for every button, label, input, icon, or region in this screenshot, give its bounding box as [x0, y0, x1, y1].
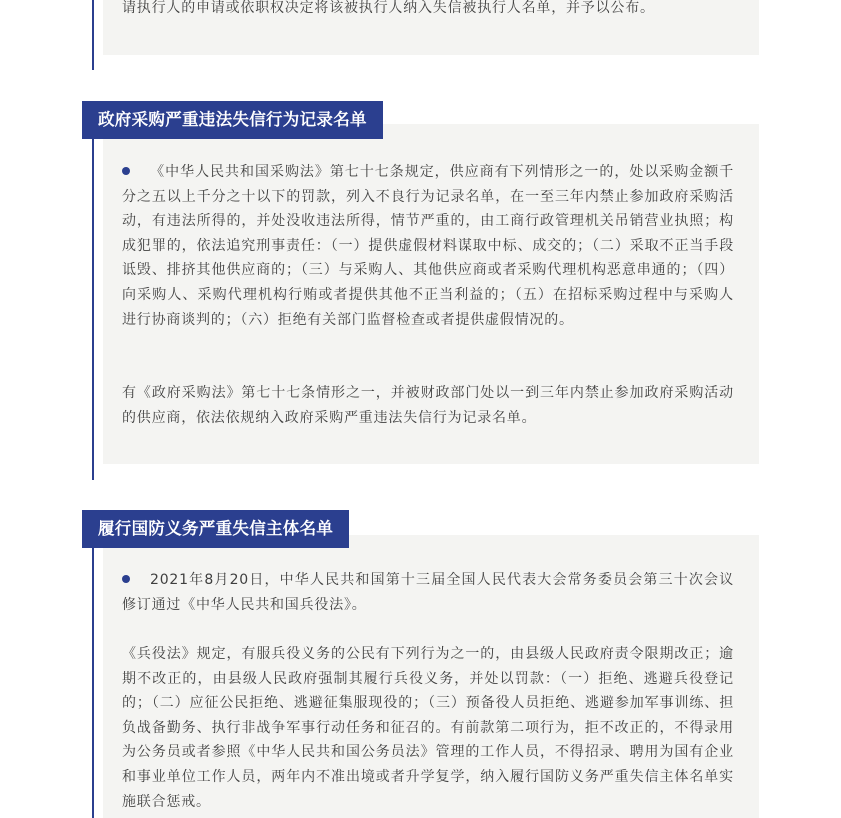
procurement-paragraph-1-text: 《中华人民共和国采购法》第七十七条规定，供应商有下列情形之一的，处以采购金额千分之五以上千分之十以下的罚款，列入不良行为记录名单，在一至三年内禁止参加政府采购活动，有违法所得的，并处没收违法所得，情节严重的，由工商行政管理机关吊销营业执照；构成犯罪的，依法追究刑事责任：（一）提供虚假材料谋取中标、成交的；（二）采取不正当手段诋毁、排挤其他供应商的；（三）与采购人、其他供应商或者采购代理机构恶意串通的；（四）向采购人、采购代理机构行贿或者提供其他不正当利益的；（五）在招标采购过程中与采购人进行协商谈判的；（六）拒绝有关部门监督检查或者提供虚假情况的。	[122, 164, 734, 328]
bullet-icon	[122, 575, 130, 583]
procurement-paragraph-2: 有《政府采购法》第七十七条情形之一，并被财政部门处以一到三年内禁止参加政府采购活动的供应商，依法依规纳入政府采购严重违法失信行为记录名单。	[122, 385, 734, 426]
military-paragraph-1	[122, 568, 734, 617]
top-block-text: 请执行人的申请或依职权决定将该被执行人纳入失信被执行人名单，并予以公布。	[122, 0, 655, 16]
bullet-icon	[122, 167, 130, 175]
procurement-accent-rule	[92, 138, 94, 480]
procurement-section-title: 政府采购严重违法失信行为记录名单	[82, 101, 383, 139]
military-section-title: 履行国防义务严重失信主体名单	[82, 510, 349, 548]
military-accent-rule	[92, 548, 94, 818]
military-paragraph-2: 《兵役法》规定，有服兵役义务的公民有下列行为之一的，由县级人民政府责令限期改正；逾期不改正的，由县级人民政府强制其履行兵役义务，并处以罚款：（一）拒绝、逃避兵役登记的；（二）应征公民拒绝、逃避征集服现役的；（三）预备役人员拒绝、逃避参加军事训练、担负战备勤务、执行非战争军事行动任务和征召的。有前款第二项行为，拒不改正的，不得录用为公务员或者参照《中华人民共和国公务员法》管理的工作人员，不得招录、聘用为国有企业和事业单位工作人员，两年内不准出境或者升学复学，纳入履行国防义务严重失信主体名单实施联合惩戒。	[122, 646, 734, 810]
top-accent-rule	[92, 0, 94, 70]
military-paragraph-1-text: 2021年8月20日，中华人民共和国第十三届全国人民代表大会常务委员会第三十次会议修订通过《中华人民共和国兵役法》。	[122, 572, 734, 613]
procurement-paragraph-1	[122, 160, 734, 332]
